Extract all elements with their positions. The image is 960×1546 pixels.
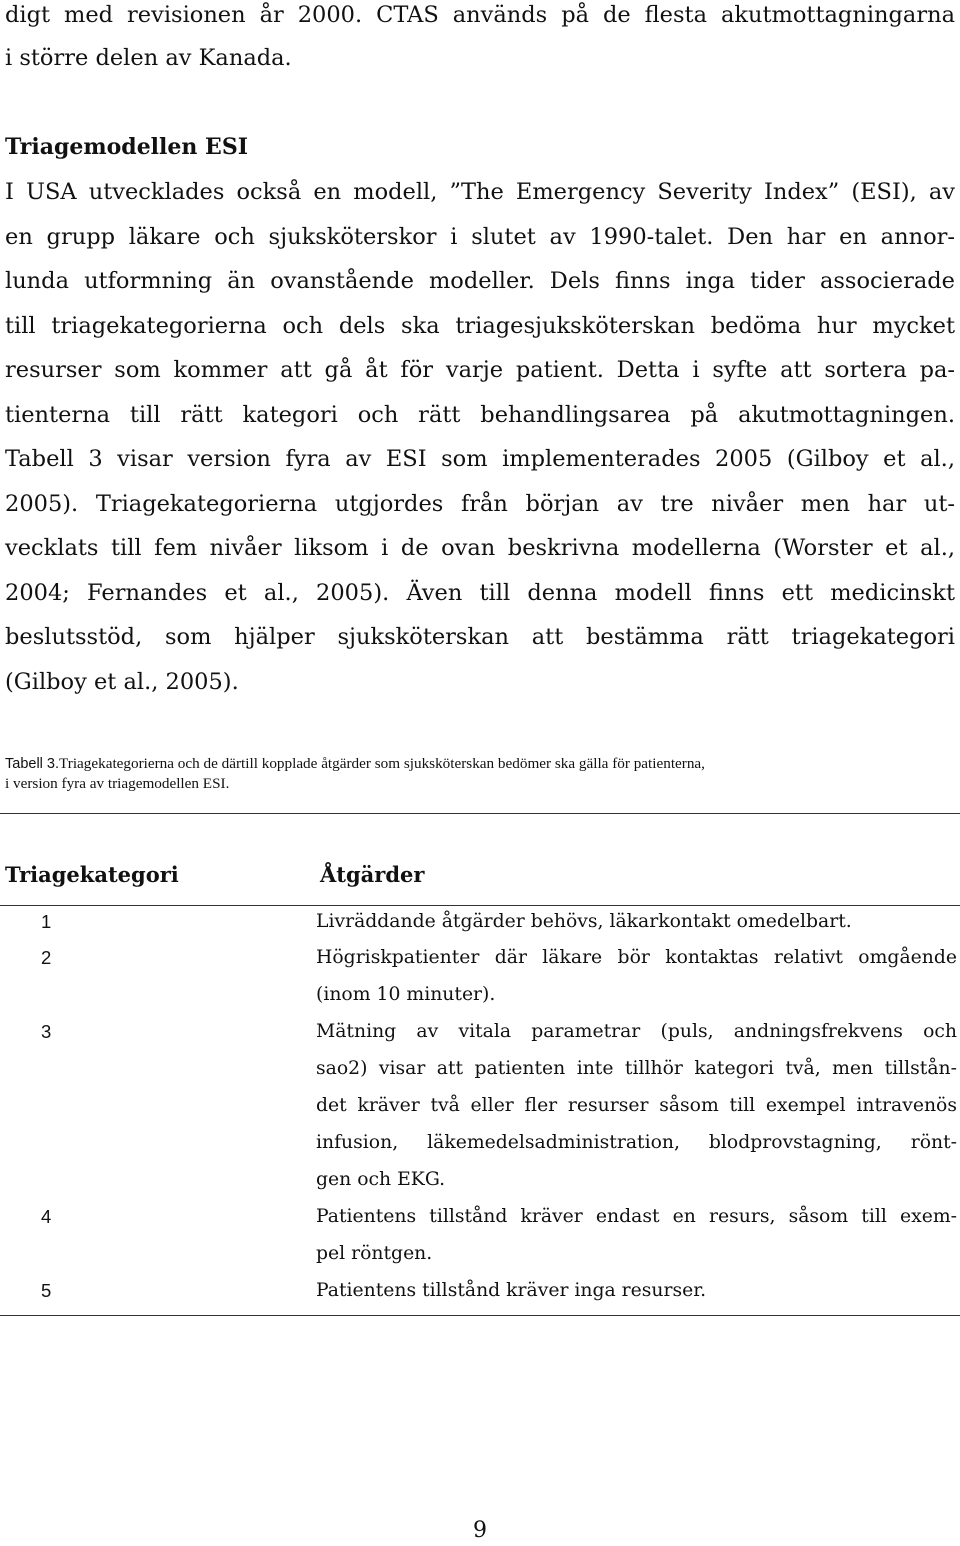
text-line: vecklats till fem nivåer liksom i de ovan beskrivna modellerna (Worster et al., bbox=[5, 535, 955, 561]
text-line: I USA utvecklades också en modell, ”The Emergency Severity Index” (ESI), av bbox=[5, 179, 955, 205]
text-line: 2004; Fernandes et al., 2005). Även till denna modell finns ett medicinskt bbox=[5, 580, 955, 606]
text-line: (Gilboy et al., 2005). bbox=[5, 669, 239, 695]
table-header-rule bbox=[0, 905, 960, 906]
category-cell: 1 bbox=[41, 911, 52, 932]
action-line: infusion, läkemedelsadministration, blodprovstagning, rönt- bbox=[316, 1132, 957, 1153]
text-line: resurser som kommer att gå åt för varje patient. Detta i syfte att sortera pa- bbox=[5, 357, 955, 383]
caption-prefix: Tabell 3. bbox=[5, 756, 60, 772]
category-cell: 4 bbox=[41, 1206, 52, 1227]
action-line: sao2) visar att patienten inte tillhör kategori två, men tillstån- bbox=[316, 1058, 957, 1079]
text-line: i större delen av Kanada. bbox=[5, 45, 292, 71]
action-line: Mätning av vitala parametrar (puls, andningsfrekvens och bbox=[316, 1021, 957, 1042]
table-bottom-rule bbox=[0, 1315, 960, 1316]
category-cell: 2 bbox=[41, 947, 52, 968]
text-line: 2005). Triagekategorierna utgjordes från början av tre nivåer men har ut- bbox=[5, 491, 955, 517]
column-header-category: Triagekategori bbox=[5, 862, 179, 887]
action-line: Högriskpatienter där läkare bör kontaktas relativt omgående bbox=[316, 947, 957, 968]
section-heading: Triagemodellen ESI bbox=[5, 134, 248, 160]
category-cell: 5 bbox=[41, 1280, 52, 1301]
text-line: en grupp läkare och sjuksköterskor i slutet av 1990-talet. Den har en annor- bbox=[5, 224, 955, 250]
caption-text: Triagekategorierna och de därtill kopplade åtgärder som sjuksköterskan bedömer ska gälla för patienterna, bbox=[59, 755, 705, 772]
action-line: Patientens tillstånd kräver endast en resurs, såsom till exem- bbox=[316, 1206, 957, 1227]
action-line: Patientens tillstånd kräver inga resurser. bbox=[316, 1280, 707, 1301]
column-header-actions: Åtgärder bbox=[320, 862, 425, 887]
action-line: (inom 10 minuter). bbox=[316, 984, 496, 1005]
caption-line: i version fyra av triagemodellen ESI. bbox=[5, 775, 230, 792]
action-line: gen och EKG. bbox=[316, 1169, 446, 1190]
action-line: det kräver två eller fler resurser såsom till exempel intravenös bbox=[316, 1095, 957, 1116]
text-line: Tabell 3 visar version fyra av ESI som implementerades 2005 (Gilboy et al., bbox=[5, 446, 955, 472]
category-cell: 3 bbox=[41, 1021, 52, 1042]
caption-line bbox=[5, 754, 955, 774]
page-number: 9 bbox=[473, 1518, 487, 1543]
text-line: tienterna till rätt kategori och rätt behandlingsarea på akutmottagningen. bbox=[5, 402, 955, 428]
action-line: Livräddande åtgärder behövs, läkarkontakt omedelbart. bbox=[316, 911, 852, 932]
text-line: beslutsstöd, som hjälper sjuksköterskan att bestämma rätt triagekategori bbox=[5, 624, 955, 650]
action-line: pel röntgen. bbox=[316, 1243, 433, 1264]
text-line: digt med revisionen år 2000. CTAS används på de flesta akutmottagningarna bbox=[5, 2, 955, 28]
table-top-rule bbox=[0, 813, 960, 814]
text-line: lunda utformning än ovanstående modeller. Dels finns inga tider associerade bbox=[5, 268, 955, 294]
text-line: till triagekategorierna och dels ska triagesjuksköterskan bedöma hur mycket bbox=[5, 313, 955, 339]
